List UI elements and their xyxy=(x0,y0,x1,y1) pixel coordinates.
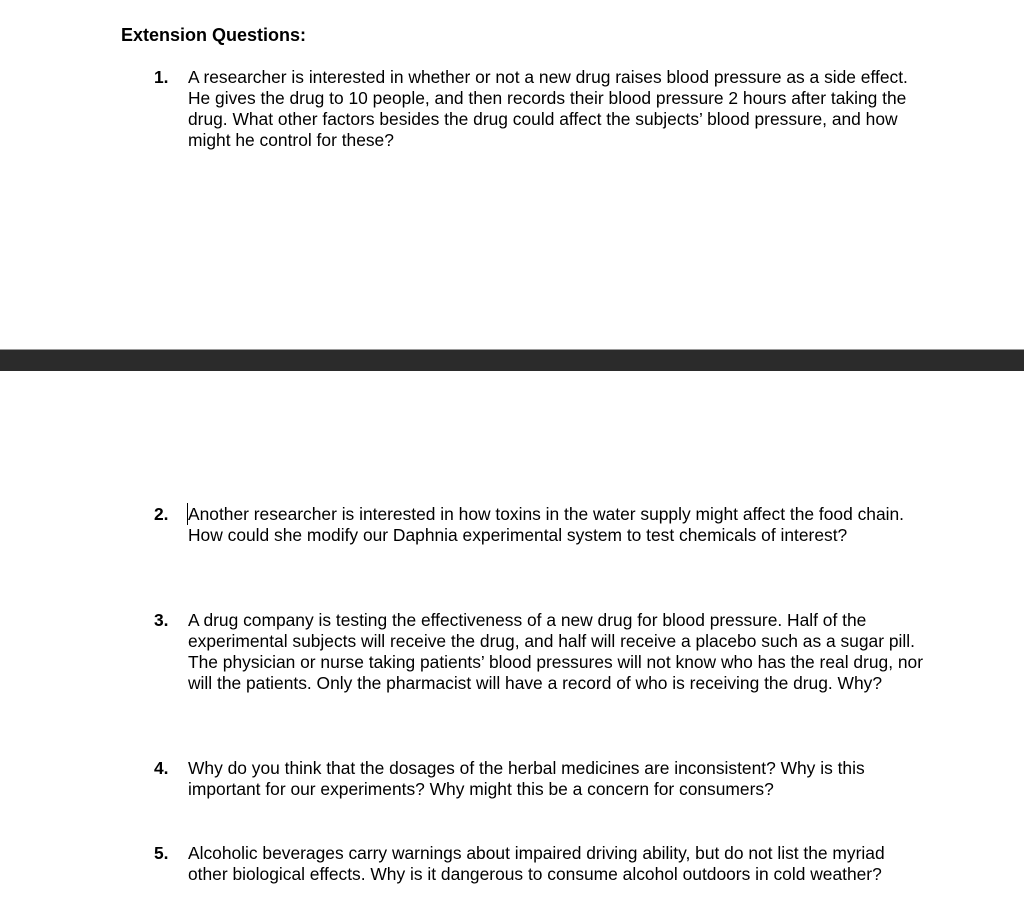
question-number: 5. xyxy=(154,843,169,863)
question-5 xyxy=(154,843,924,885)
section-heading: Extension Questions: xyxy=(121,25,307,45)
question-text[interactable]: A drug company is testing the effectiveness of a new drug for blood pressure. Half of the experimental subjects will receive the drug, and half will receive a placebo such as a sugar pill. The physician or nurse taking patients’ blood pressures will not know who has the real drug, nor will the patients. Only the pharmacist will have a record of who is receiving the drug. Why? xyxy=(188,610,923,693)
question-3 xyxy=(154,610,924,694)
question-2 xyxy=(154,504,924,546)
question-1 xyxy=(154,67,924,151)
question-text[interactable]: Another researcher is interested in how toxins in the water supply might affect the food chain. How could she modify our Daphnia experimental system to test chemicals of interest? xyxy=(188,504,904,545)
text-cursor xyxy=(187,503,188,525)
question-4 xyxy=(154,758,924,800)
question-text[interactable]: Why do you think that the dosages of the herbal medicines are inconsistent? Why is this important for our experiments? Why might this be a concern for consumers? xyxy=(188,758,865,799)
question-number: 4. xyxy=(154,758,169,778)
question-text[interactable]: A researcher is interested in whether or not a new drug raises blood pressure as a side effect. He gives the drug to 10 people, and then records their blood pressure 2 hours after taking the drug. What other factors besides the drug could affect the subjects’ blood pressure, and how might he control for these? xyxy=(188,67,908,150)
question-number: 3. xyxy=(154,610,169,630)
question-text[interactable]: Alcoholic beverages carry warnings about impaired driving ability, but do not list the myriad other biological effects. Why is it dangerous to consume alcohol outdoors in cold weather? xyxy=(188,843,885,884)
question-number: 1. xyxy=(154,67,169,87)
question-number: 2. xyxy=(154,504,169,524)
page-break-divider xyxy=(0,349,1024,371)
